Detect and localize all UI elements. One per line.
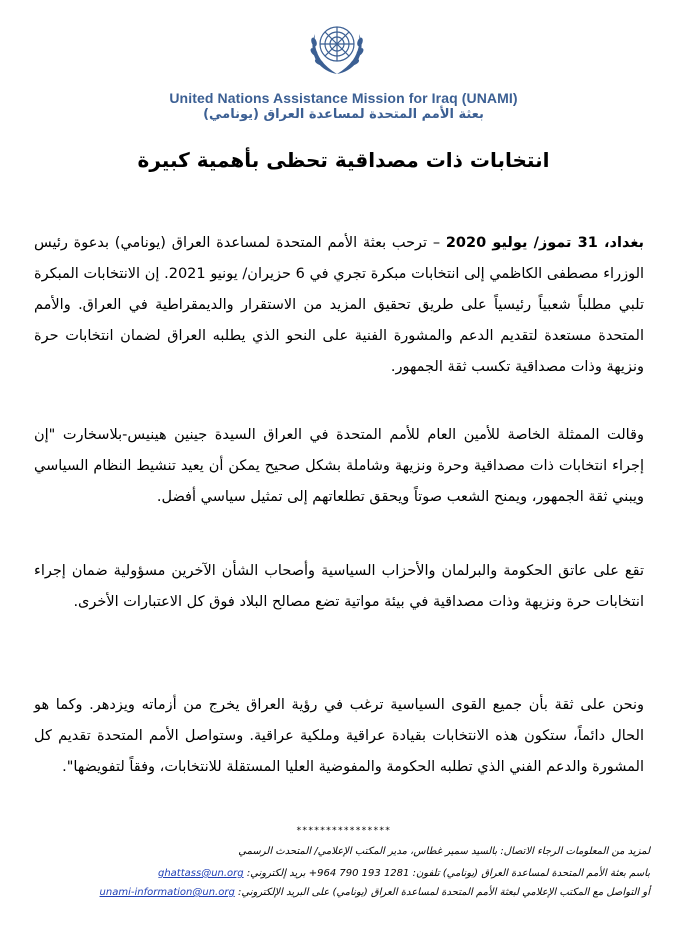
footer-contact-line-1: [40, 845, 650, 859]
paragraph-4-text: ونحن على ثقة بأن جميع القوى السياسية ترغب في رؤية العراق يخرج من أزماته ويزدهر. وكما هو الحال دائماً، ستكون هذه الانتخابات بقيادة عراقية وملكية عراقية. وستواصل الأمم المتحدة تقديم كل المشورة والدعم الفني الذي تطلبه الحكومة والمفوضية العليا المستقلة للانتخابات، وفقاً لتفويضها".: [34, 697, 644, 775]
paragraph-2-text: وقالت الممثلة الخاصة للأمين العام للأمم المتحدة في العراق السيدة جينين هينيس-بلاسخارت "إن إجراء انتخابات ذات مصداقية وحرة ونزيهة وشاملة بشكل صحيح يمكن أن يعيد تنشيط النظام السياسي ويبني ثقة الجمهور، ويمنح الشعب صوتاً ويحقق تطلعاتهم إلى تمثيل سياسي أفضل.: [34, 427, 644, 505]
paragraph-1: [34, 228, 644, 383]
press-release-title: انتخابات ذات مصداقية تحظى بأهمية كبيرة: [137, 148, 550, 172]
paragraph-4: [34, 690, 644, 783]
paragraph-2: [34, 420, 644, 513]
footer-line-1-text: لمزيد من المعلومات الرجاء الاتصال: بالسيد سمير غطاس، مدير المكتب الإعلامي/ المتحدث الرسمي: [238, 846, 650, 857]
contact-email-link[interactable]: ghattass@un.org: [157, 868, 244, 879]
footer-line-3-text: أو التواصل مع المكتب الإعلامي لبعثة الأمم المتحدة لمساعدة العراق (يونامي) على البريد الإلكتروني:: [238, 887, 650, 898]
footer-line-2-text: باسم بعثة الأمم المتحدة لمساعدة العراق (يونامي) تلفون: 1281 193 790 964+ بريد إلكتروني:: [246, 868, 650, 879]
org-name-en: United Nations Assistance Mission for Iraq (UNAMI): [169, 90, 518, 106]
dateline: بغداد، 31 تموز/ يوليو 2020: [445, 235, 644, 251]
paragraph-3-text: تقع على عاتق الحكومة والبرلمان والأحزاب السياسية وأصحاب الشأن الآخرين مسؤولية ضمان إجراء انتخابات حرة ونزيهة وذات مصداقية في بيئة مواتية تضع مصالح البلاد فوق كل الاعتبارات الأخرى.: [34, 563, 644, 610]
org-name-ar: بعثة الأمم المتحدة لمساعدة العراق (يونامي): [203, 107, 484, 122]
paragraph-1-text: – ترحب بعثة الأمم المتحدة لمساعدة العراق (يونامي) بدعوة رئيس الوزراء مصطفى الكاظمي إلى انتخابات مبكرة تجري في 6 حزيران/ يونيو 2021. إن الانتخابات المبكرة تلبي مطلباً شعبياً رئيسياً على طريق تحقيق المزيد من الاستقرار والديمقراطية في العراق. والأمم المتحدة مستعدة لتقديم الدعم والمشورة الفنية على النحو الذي يطلبه العراق لضمان انتخابات حرة ونزيهة وذات مصداقية تكسب ثقة الجمهور.: [34, 235, 645, 375]
separator: ****************: [296, 826, 391, 836]
un-emblem-icon: [301, 12, 373, 84]
footer-contact-line-2: [40, 867, 650, 881]
info-email-link[interactable]: unami-information@un.org: [99, 887, 235, 898]
footer-contact-line-3: [40, 886, 650, 900]
paragraph-3: [34, 556, 644, 618]
